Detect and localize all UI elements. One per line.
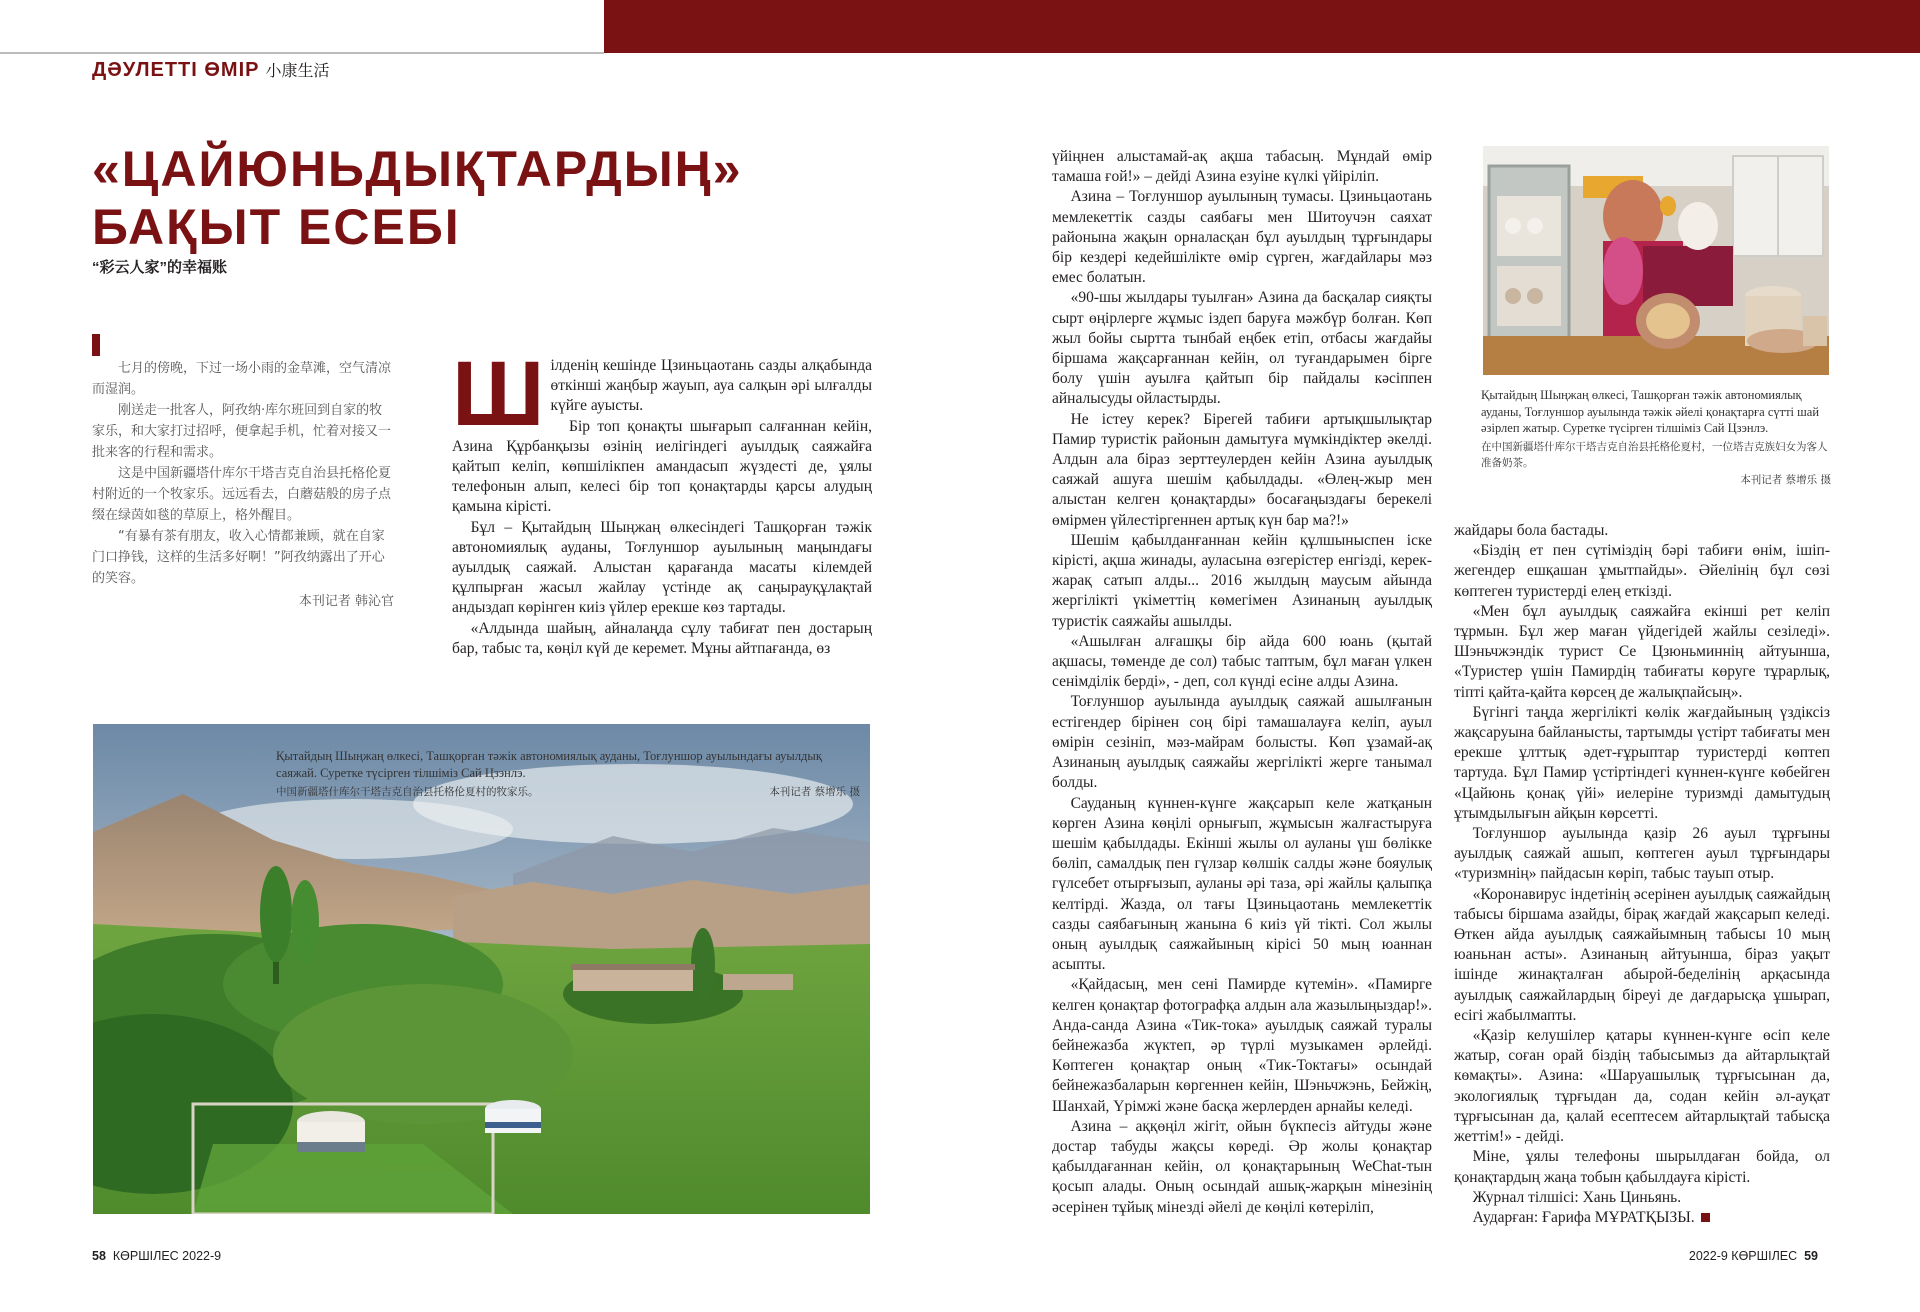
body-paragraph: «Мен бұл ауылдық саяжайға екінші рет келіп тұрмын. Бұл жер маған үйдегідей жайлы сезіледі». Шэньчжэндік турист Се Цзюньминнің айтуынша, «Туристер үшін Памирдің табиғаты көруге тұрарлық, тіпті қайта-қайта көрсең де жалықпайсың». bbox=[1454, 602, 1830, 701]
caption-credit: 本刊记者 蔡增乐 摄 bbox=[769, 786, 860, 798]
body-paragraph: Азина – Тоғлуншор ауылының тумасы. Цзиньцаотань мемлекеттік сазды саябағы мен Шитоучэн саяхат районына жақын орналасқан бұл ауылдың тұрғындары бір кездері кедейшілікте өмір сүрген, жағдайлары мәз емес болатын. bbox=[1052, 188, 1432, 287]
caption-cn: 在中国新疆塔什库尔干塔吉克自治县托格伦夏村，一位塔吉克族妇女为客人准备奶茶。 bbox=[1481, 440, 1828, 469]
drop-cap: Ш bbox=[452, 343, 545, 445]
body-paragraph: Бүгінгі таңда жергілікті көлік жағдайының үздіксіз жақсаруына байланысты, тартымды үстірт табиғаты мен ерекше ұлттық әдет-ғұрыптар туристерді көптеп тартуда. Бұл Памир үстіртіндегі күннен-күнге көбейген «Цайюнь қонақ үйі» иелеріне туризмді дамытудың ұтымдылығын айқын көрсетті. bbox=[1454, 703, 1830, 822]
folio-left-text: КӨРШІЛЕС 2022-9 bbox=[112, 1249, 222, 1263]
tea-photo-caption bbox=[1481, 387, 1831, 488]
header-color-bar bbox=[604, 0, 1920, 53]
article-credit-translator bbox=[1454, 1208, 1830, 1228]
folio-right-text: 2022-9 КӨРШІЛЕС bbox=[1688, 1249, 1798, 1263]
article-subhead-cn: “彩云人家”的幸福账 bbox=[92, 259, 228, 276]
body-paragraph: «90-шы жылдары туылған» Азина да басқалар сияқты сырт өңірлерге жұмыс іздеп баруға мәжбүр болған. Көп жыл бойы сыртта тынбай еңбек етіп, отбасы жағдайы біршама жақсарғаннан кейін, ол туғандарымен бірге болу үшін ауылға қайтып бір пайдалы кәсіппен айналысуды ойластырды. bbox=[1052, 289, 1432, 408]
body-paragraph: Азина – аққөңіл жігіт, ойын бүкпесіз айтуды және достар табуды жақсы көреді. Әр жолы қонақтар қабылдағаннан кейін, ол қонақтарының WeChat-тын қосып алады. Оның осындай ашық-жарқын мінезінің әсерінен тұйық мінезді әйелі де көңілі көтеріліп, bbox=[1052, 1117, 1432, 1216]
caption-kk: Қытайдың Шыңжаң өлкесі, Ташқорған тәжік автономиялық ауданы, Тоғлуншор ауылындағы ауылдық саяжай. Суретке түсірген тілшіміз Сай Цзэнлэ. bbox=[276, 749, 822, 780]
page-number-left: 58 bbox=[92, 1249, 106, 1263]
chinese-intro bbox=[92, 358, 394, 612]
landscape-photo-caption bbox=[276, 748, 860, 801]
body-paragraph: «Біздің ет пен сүтіміздің бәрі табиғи өнім, ішіп-жегендер ешқашан ұмытпайды». Әйелінің бұл сөзі көптеген туристерді елең еткізді. bbox=[1454, 542, 1830, 600]
body-paragraph: Тоғлуншор ауылында қазір 26 ауыл тұрғыны ауылдық саяжай ашып, көптеген ауыл тұрғындары «туризмнің» пайдасын көріп, табыс тауып отыр. bbox=[1454, 825, 1830, 883]
cn-intro-paragraph: 刚送走一批客人，阿孜纳·库尔班回到自家的牧家乐，和大家打过招呼，便拿起手机，忙着对接又一批来客的行程和需求。 bbox=[92, 403, 392, 460]
body-paragraph: жайдары бола бастады. bbox=[1454, 522, 1609, 539]
section-title-kk: ДӘУЛЕТТІ ӨМІР bbox=[92, 59, 260, 81]
caption-cn-row bbox=[276, 784, 860, 801]
cn-intro-paragraph: 这是中国新疆塔什库尔干塔吉克自治县托格伦夏村附近的一个牧家乐。远远看去，白蘑菇般的房子点缀在绿茵如毯的草原上，格外醒目。 bbox=[92, 466, 392, 523]
folio-right bbox=[1689, 1249, 1818, 1263]
body-paragraph: Сауданың күннен-күнге жақсарып келе жатқанын көрген Азина көңілі орнығып, жұмысын жалғастыруға шешім қабылдады. Екінші жылы ол ауланы үш бөлікке бөліп, самалдық пен гүлзар көлшік салды және бояулық гүлсебет отырғызып, ауланы әрі таза, әрі жайлы қалыпқа келтірді. Жазда, ол тағы Цзиньцаотань мемлекеттік сазды саябағының жанына 6 киіз үй тікті. Сол жылы оның ауылдық саяжайының кірісі 50 мың юаннан асыпты. bbox=[1052, 794, 1432, 974]
body-paragraph: үйіңнен алыстамай-ақ ақша табасың. Мұндай өмір тамаша ғой!» – дейді Азина езуіне күлкі үйіріліп. bbox=[1052, 148, 1432, 186]
article-headline: «ЦАЙЮНЬДЫҚТАРДЫҢ» БАҚЫТ ЕСЕБІ bbox=[92, 141, 743, 255]
body-paragraph: «Коронавирус індетінің әсерінен ауылдық саяжайдың табысы біршама азайды, бірақ жағдай жақсарып келеді. Өткен айда ауылдық саяжайымның табысы 10 мың юаньнан асты». Азинаның айтуынша, біраз уақыт ішінде жинақталған абырой-беделінің арқасында ауылдық саяжайлардың біреуі де дағдарысқа ұшырап, есігі жабылмапты. bbox=[1454, 885, 1830, 1024]
cn-intro-byline: 本刊记者 韩沁官 bbox=[298, 594, 394, 609]
body-column-3 bbox=[1454, 521, 1830, 1228]
tea-photo bbox=[1483, 146, 1829, 375]
body-paragraph: «Қайдасың, мен сені Памирде күтемін». «Памирге келген қонақтар фотографқа алдын ала жазылыңыздар!». Анда-санда Азина «Тик-тока» ауылдық саяжай туралы бейнежазба жүктеп, әр түрлі музыкамен әрлейді. Көптеген қонақтар оның «Тик-Токтағы» осындай бейнежазбаларын көргеннен кейін, Шэньчжэнь, Бейжің, Шанхай, Үрімжі және басқа жерлерден арнайы келеді. bbox=[1052, 976, 1432, 1115]
body-paragraph: Міне, ұялы телефоны шырылдаған бойда, ол қонақтардың жаңа тобын қабылдауға кірісті. bbox=[1454, 1148, 1830, 1186]
cn-intro-paragraph: “有暴有茶有朋友，收入心情都兼顾，就在自家门口挣钱，这样的生活多好啊！”阿孜纳露出了开心的笑容。 bbox=[92, 529, 385, 586]
body-paragraph: «Ашылған алғашқы бір айда 600 юань (қытай ақшасы, төменде де сол) табыс таптым, бұл маған үлкен сенімділік берді», - деп, сол күнді есіне алды Азина. bbox=[1052, 632, 1432, 691]
folio-left bbox=[92, 1249, 221, 1263]
body-paragraph: Не істеу керек? Бірегей табиғи артықшылықтар Памир туристік районын дамытуға мүмкіндіктер әкелді. Алдын ала біраз зерттеулерден кейін Азина ауылдық саяжай ашуға шешім қабылдады. «Өлең-жыр мен алыстан келген қонақтарды» босағаңыздағы берекелі өмірмен үйлестіргеннен артық күн бар ма?!» bbox=[1052, 410, 1432, 529]
body-paragraph: «Алдында шайың, айналаңда сұлу табиғат пен достарың бар, табыс та, көңіл күй де керемет. Мұны айтпағанда, өз bbox=[452, 619, 872, 657]
body-paragraph: Бұл – Қытайдың Шыңжаң өлкесіндегі Ташқорған тәжік автономиялық ауданы, Тоғлуншор ауылының маңындағы ауылдық саяжай. Алыстан қарағанда масаты кілемдей құлпырған жасыл жайлау үстінде ақ саңырауқұлақтай андыздап көрінген киіз үйлер ерекше көз тартады. bbox=[452, 518, 872, 617]
body-column-2 bbox=[1052, 147, 1432, 1218]
end-mark bbox=[1701, 1213, 1710, 1222]
section-title bbox=[92, 58, 330, 82]
section-title-cn: 小康生活 bbox=[265, 63, 330, 80]
translator-text: Аударған: Ғарифа МҰРАТҚЫЗЫ. bbox=[1472, 1208, 1695, 1226]
body-paragraph-text: ілденің кешінде Цзиньцаотань сазды алқабында өткінші жаңбыр жауып, ауа салқын әрі ылғалды күйге ауысты. bbox=[550, 357, 872, 415]
body-paragraph bbox=[452, 343, 872, 445]
body-paragraph: Тоғлуншор ауылында ауылдық саяжай ашылғанын естігендер бірінен соң бірі тамашалауға келіп, ауыл өмірін сезініп, мәз-майрам болысты. Көп ұзамай-ақ Азинаның ауылдық саяжайы жергілікті жерге танымал болды. bbox=[1052, 693, 1432, 792]
header-rule bbox=[0, 52, 604, 54]
caption-kk: Қытайдың Шыңжаң өлкесі, Ташқорған тәжік автономиялық ауданы, Тоғлуншор ауылында тәжік әйелі қонақтарға сүтті шай әзірлеп жатыр. Суретке түсірген тілшіміз Сай Цзэнлэ. bbox=[1481, 388, 1820, 435]
caption-credit: 本刊记者 蔡增乐 摄 bbox=[1740, 473, 1831, 486]
body-paragraph: Шешім қабылданғаннан кейін құлшыныспен іске кірісті, ақша жинады, ауласына өзгерістер енгізді, керек-жарақ сатып алды... 2016 жылдың маусым айында жергілікті үкіметтің көмегімен Азинаның ауылдық туристік саяжайы ашылды. bbox=[1052, 531, 1432, 630]
page-number-right: 59 bbox=[1804, 1249, 1818, 1263]
caption-cn: 中国新疆塔什库尔干塔吉克自治县托格伦夏村的牧家乐。 bbox=[276, 786, 539, 798]
body-paragraph: «Қазір келушілер қатары күннен-күнге өсіп келе жатыр, соған орай біздің табысымыз да айтарлықтай көмақты». Азина: «Шаруашылық тұрғысынан да, экологиялық тұрғыдан да, содан кейін әл-ауқат тұрғысынан да, қалай есептесем айтарлықтай табысқа жеттім!» - дейді. bbox=[1454, 1027, 1830, 1146]
cn-intro-paragraph: 七月的傍晚，下过一场小雨的金草滩，空气清凉而湿润。 bbox=[92, 361, 392, 397]
article-credit-reporter: Журнал тілшісі: Хань Циньянь. bbox=[1472, 1188, 1682, 1206]
intro-marker bbox=[92, 334, 100, 356]
body-column-1 bbox=[452, 343, 872, 659]
tea-photo-illustration bbox=[1483, 146, 1829, 375]
body-paragraph: Бір топ қонақты шығарып салғаннан кейін, Азина Құрбанқызы өзінің иелігіндегі ауылдық саяжайға қайтып келіп, көпшілікпен амандасып жүздесті де, ұялы телефонын алып, келесі бір топ қонақтарды қарсы алудың қамына кірісті. bbox=[452, 417, 872, 516]
